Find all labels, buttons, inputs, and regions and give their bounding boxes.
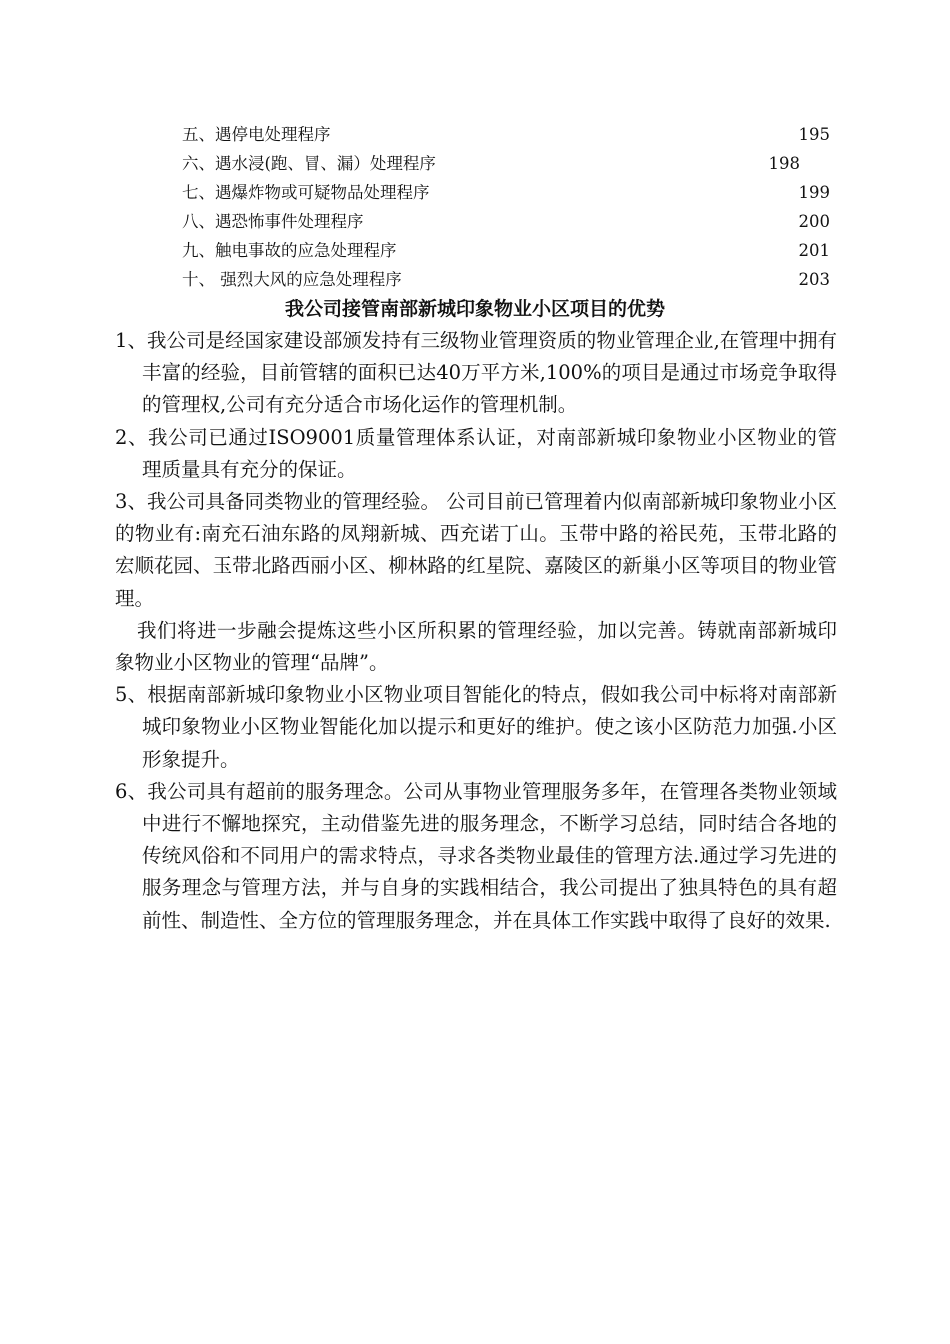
- paragraph: 6、我公司具有超前的服务理念。公司从事物业管理服务多年，在管理各类物业领域中进行不懈地探究，主动借鉴先进的服务理念，不断学习总结，同时结合各地的传统风俗和不同用户的需求特点，寻求各类物业最佳的管理方法.通过学习先进的服务理念与管理方法，并与自身的实践相结合，我公司提出了独具特色的具有超前性、制造性、全方位的管理服务理念，并在具体工作实践中取得了良好的效果.: [115, 779, 837, 932]
- toc-entry-page: 200: [798, 212, 830, 231]
- toc-entry-page: 201: [798, 241, 830, 260]
- toc-entry-label: 五、遇停电处理程序: [182, 125, 331, 144]
- paragraph: 3、我公司具备同类物业的管理经验。 公司目前已管理着内似南部新城印象物业小区的物业有:南充石油东路的凤翔新城、西充诺丁山。玉带中路的裕民苑，玉带北路的宏顺花园、玉带北路西丽小区、柳林路的红星院、嘉陵区的新巢小区等项目的物业管理。: [115, 490, 837, 610]
- toc-entry-page: 198: [768, 154, 800, 173]
- toc-entry: [182, 178, 842, 207]
- toc-entry-label: 八、遇恐怖事件处理程序: [182, 212, 364, 231]
- toc-entry-label: 十、 强烈大风的应急处理程序: [182, 270, 402, 289]
- toc-entry-page: 203: [798, 270, 830, 289]
- toc-entry: [182, 265, 842, 294]
- table-of-contents: [182, 120, 842, 294]
- paragraph: 1、我公司是经国家建设部颁发持有三级物业管理资质的物业管理企业,在管理中拥有丰富的经验，目前管辖的面积已达40万平方米,100%的项目是通过市场竞争取得的管理权,公司有充分适合市场化运作的管理机制。: [115, 329, 837, 417]
- toc-entry: [182, 149, 842, 178]
- toc-entry-page: 195: [798, 125, 830, 144]
- paragraph: 我们将进一步融会提炼这些小区所积累的管理经验，加以完善。铸就南部新城印象物业小区物业的管理“品牌”。: [115, 618, 837, 675]
- paragraph: 5、根据南部新城印象物业小区物业项目智能化的特点，假如我公司中标将对南部新城印象物业小区物业智能化加以提示和更好的维护。使之该小区防范力加强.小区形象提升。: [115, 683, 837, 771]
- paragraph: 2、我公司已通过ISO9001质量管理体系认证，对南部新城印象物业小区物业的管理质量具有充分的保证。: [115, 425, 837, 481]
- toc-entry: [182, 207, 842, 236]
- section-title: 我公司接管南部新城印象物业小区项目的优势: [284, 298, 665, 320]
- toc-entry-label: 九、触电事故的应急处理程序: [182, 241, 397, 260]
- toc-entry-label: 七、遇爆炸物或可疑物品处理程序: [182, 183, 430, 202]
- document-body: [115, 325, 837, 937]
- toc-entry: [182, 120, 842, 149]
- toc-entry-page: 199: [798, 183, 830, 202]
- toc-entry: [182, 236, 842, 265]
- toc-entry-label: 六、遇水浸(跑、冒、漏）处理程序: [182, 154, 436, 173]
